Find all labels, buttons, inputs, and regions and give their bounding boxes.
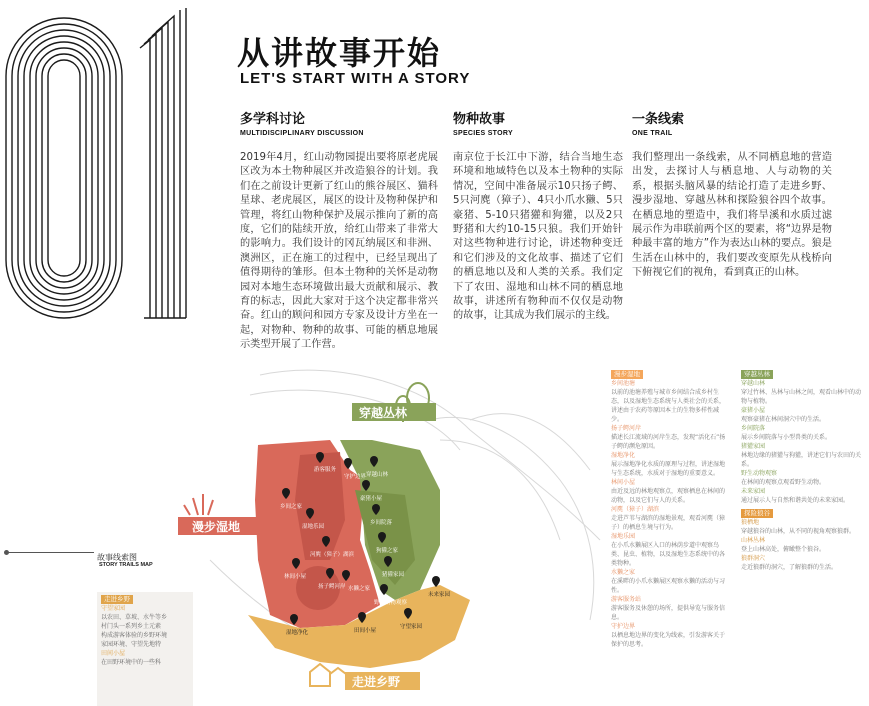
marker-label: 守望家园 xyxy=(400,624,423,630)
marker-label: 穿越山林 xyxy=(366,472,389,478)
marker-label: 豪猪小屋 xyxy=(360,496,383,502)
column-one-trail xyxy=(632,108,832,281)
marker-label: 乡间之家 xyxy=(280,504,303,510)
marker-label: 未来家园 xyxy=(428,592,451,598)
marker-label: 野生动物观察 xyxy=(374,600,408,606)
sidebox-subtitle: 田间小屋 xyxy=(101,650,126,657)
panel-subheading: 野生动物观察 xyxy=(741,470,778,477)
panel-subheading: 守护边界 xyxy=(611,623,636,630)
marker-label: 田间小屋 xyxy=(354,628,377,634)
panel-subheading: 猪獾家园 xyxy=(741,443,766,450)
panel-tag-row xyxy=(741,366,866,379)
panel-subheading: 游客服务站 xyxy=(611,596,642,603)
zone-label-wetland: 漫步湿地 xyxy=(192,520,241,534)
panel-tag: 探险狼谷 xyxy=(741,509,773,518)
column-heading: 多学科讨论 xyxy=(240,112,306,127)
column-body: 我们整理出一条线索，从不同栖息地的营造出发，去探讨人与栖息地、人与动物的关系，根据头脑风暴的结论打造了走进乡野、漫步湿地、穿越丛林和探险狼谷四个故事。在栖息地的塑造中，我们将旱溪和水质过滤展示作为串联前两个区的要素，将“边界是物种最丰富的地方”作为表达山林的要点。狼是生活在山林中的，我们要改变原先从栈桥向下俯视它们的视角，看到真正的山林。 xyxy=(632,152,832,279)
zone-label-forest: 穿越丛林 xyxy=(359,406,408,420)
panel-description: 在小爪水獭展区入口的林荫步道中观察鸟类、昆虫、植物，以及湿地生态系统中的各类物种。 xyxy=(611,542,726,567)
panel-description: 展示乡间院落与小型兽类的关系。 xyxy=(741,434,832,441)
panel-subheading: 河麂（獐子）湖滨 xyxy=(611,506,660,513)
map-legend-title: 故事线索图 xyxy=(97,553,137,562)
marker-label: 游客服务 xyxy=(314,467,337,473)
panel-description: 以前的池塘养殖与城市乡间结合成乡村生态，以及湿地生态系统与人类社会的关系，讲述由于农药等原因本土的生物多样性减少。 xyxy=(611,389,726,423)
column-heading: 一条线索 xyxy=(632,112,685,127)
village-sidebox xyxy=(97,592,193,706)
panel-description: 穿越狼谷的山林，从不同的视角观察狼群。 xyxy=(741,528,856,535)
sidebox-line: 在田野环境中的一些科 xyxy=(101,659,162,666)
panel-tag: 漫步湿地 xyxy=(611,370,643,379)
panel-description: 在溪畔的小爪水獭展区观察水獭的活动与习性。 xyxy=(611,578,726,594)
marker-label: 扬子鳄河岸 xyxy=(318,584,346,590)
panel-description: 走近狼群的洞穴，了解狼群的生活。 xyxy=(741,564,838,571)
panel-description: 以栖息地边界的变化为线索，引发游客关于保护的思考。 xyxy=(611,632,726,648)
panel-subheading: 乡间池塘 xyxy=(611,380,636,387)
sidebox-line: 构成游客体验的乡野环境 xyxy=(101,632,168,639)
column-heading-en: MULTIDISCIPLINARY DISCUSSION xyxy=(240,130,364,137)
panel-description: 在林间的观察点观看野生动物。 xyxy=(741,479,826,486)
panel-subheading: 山林丛林 xyxy=(741,537,766,544)
panel-description: 游客服务及休憩的场所，提供导览与服务信息。 xyxy=(611,605,726,621)
panel-description: 登上山林高处，俯瞰整个狼谷。 xyxy=(741,546,826,553)
column-heading-en: SPECIES STORY xyxy=(453,130,513,137)
marker-label: 湿地乐园 xyxy=(302,524,325,530)
page-title: 从讲故事开始 xyxy=(237,34,442,72)
panel-description: 描述长江流域的河岸生态，发现“活化石”扬子鳄的濒危原因。 xyxy=(611,434,726,450)
panel-description: 观察豪猪在林间洞穴中的生活。 xyxy=(741,416,826,423)
column-species-story xyxy=(453,108,623,324)
panel-subheading: 林间小屋 xyxy=(611,479,636,486)
sidebox-line: 以农田、草坡、水牛等乡 xyxy=(101,614,168,621)
sidebox-subtitle: 守望家园 xyxy=(101,605,126,612)
panel-description: 穿过竹林、丛林与山林之间，观看山林中的动物与植物。 xyxy=(741,389,862,405)
marker-label: 猪獾家园 xyxy=(382,572,405,578)
section-number-01 xyxy=(0,0,230,330)
sidebox-tag: 走进乡野 xyxy=(101,595,133,604)
page-subtitle: LET'S START WITH A STORY xyxy=(240,70,471,87)
panel-subheading: 豪猪小屋 xyxy=(741,407,766,414)
marker-label: 狗獾之家 xyxy=(376,548,399,554)
marker-label: 乡间院落 xyxy=(370,520,393,526)
panel-description: 林地边缘的猪獾与狗獾，讲述它们与农田的关系。 xyxy=(741,452,862,468)
panel-subheading: 未来家园 xyxy=(741,488,766,495)
panel-subheading: 水獭之家 xyxy=(611,569,636,576)
panel-description: 展示湿地净化水质的原理与过程，讲述湿地与生态系统，水质对于湿地的重要意义。 xyxy=(611,461,726,477)
column-body: 南京位于长江中下游，结合当地生态环境和地域特色以及本土物种的实际情况，空间中准备展示10只扬子鳄、5只河麂（獐子）、4只小爪水獭、5只豪猪、5-10只猪獾和狗獾，以及2只野猪和大约10-15只狼。我们开始针对这些物种进行讨论，讲述物种变迁和它们涉及的文化故事、描述了它们的栖息地以及和人类的关系。我们定下了农田、湿地和山林不同的栖息地故事，讲述所有物种而不仅仅是动物的故事，让其成为我们展示的主线。 xyxy=(453,152,623,322)
marker-label: 水獭之家 xyxy=(348,586,371,592)
panel-subheading: 湿地净化 xyxy=(611,452,636,459)
column-heading-en: ONE TRAIL xyxy=(632,130,673,137)
panel-subheading: 狼群洞穴 xyxy=(741,555,766,562)
marker-label: 湿地净化 xyxy=(286,630,309,636)
column-heading: 物种故事 xyxy=(453,112,506,127)
legend-panel-wetland xyxy=(611,366,728,649)
marker-label: 林间小屋 xyxy=(284,574,307,580)
column-body: 2019年4月，红山动物园提出要将原老虎展区改为本土物种展区并改造狼谷的计划。我们在之前设计更新了红山的熊谷展区、猫科星球、老虎展区，展区的设计及物种保护和管理，将红山物种保护及展示推向了新的高度，它们的陆续开放，给红山带来了非常大的影响力。我们设计的冈瓦纳展区和非洲、澳洲区，正在施工的过程中，已经呈现出了值得期待的雏形。但本土物种的关怀是动物园对本地生态环境做出最大贡献和展示、教育的标志，因此大家对于这个决定都非常兴奋。红山的顾问和园方专家及设计方坐在一起，对物种、物种的故事、可能的栖息地展示类型开展了工作营。 xyxy=(240,152,438,351)
panel-description: 走进芦苇与湖滨的湿地景观，观看河麂（獐子）的栖息生境与行为。 xyxy=(611,515,726,531)
sidebox-line: 家园环境、守望先地特 xyxy=(101,641,162,648)
panel-tag-row xyxy=(611,366,728,379)
marker-label: 守护边界 xyxy=(344,474,367,480)
panel-subheading: 扬子鳄河岸 xyxy=(611,425,642,432)
sidebox-line: 村门头一系列乡土元素 xyxy=(101,623,162,630)
panel-tag-row xyxy=(741,505,866,518)
panel-description: 由近及远的林地观察点，观察栖息在林间的动物，以及它们与人的关系。 xyxy=(611,488,726,504)
panel-tag: 穿越丛林 xyxy=(741,370,773,379)
legend-panel-forest-wolf xyxy=(741,366,866,572)
marker-label: 河麂（獐子）湖滨 xyxy=(310,552,355,558)
legend-line xyxy=(6,552,94,553)
panel-subheading: 狼栖地 xyxy=(741,519,760,526)
zone-label-village: 走进乡野 xyxy=(352,675,401,689)
map-legend-subtitle: STORY TRAILS MAP xyxy=(99,562,153,568)
panel-subheading: 湿地乐园 xyxy=(611,533,636,540)
column-multidisciplinary xyxy=(240,108,438,353)
panel-subheading: 穿越山林 xyxy=(741,380,766,387)
panel-description: 通过展示人与自然和谐共处的未来家园。 xyxy=(741,497,850,504)
panel-subheading: 乡间院落 xyxy=(741,425,766,432)
